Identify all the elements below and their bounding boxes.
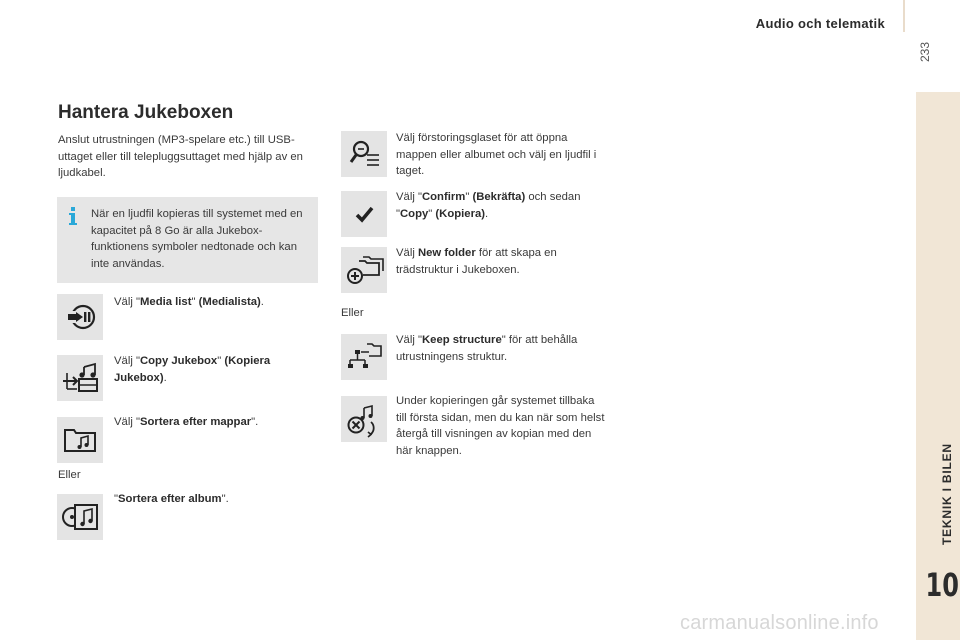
album-music-icon — [57, 494, 103, 540]
info-note-text: När en ljudfil kopieras till systemet med en kapacitet på 8 Go är alla Jukebox-funktionens symboler nedtonade och kan inte användas. — [91, 208, 303, 270]
copy-jukebox-icon — [57, 355, 103, 401]
intro-paragraph: Anslut utrustningen (MP3-spelare etc.) till USB-uttaget eller till telepluggsuttaget med hjälp av en ljudkabel. — [58, 134, 303, 179]
chapter-number: 10 — [925, 566, 959, 604]
step-keep-structure: Välj "Keep structure" för att behålla utrustningens struktur. — [396, 334, 578, 363]
chapter-side-tab — [916, 92, 960, 640]
step-cancel-copy: Under kopieringen går systemet tillbaka till första sidan, men du kan när som helst återgå till visningen av kopian med den här knappen. — [396, 395, 605, 457]
page-number: 233 — [918, 41, 932, 62]
header-divider — [903, 0, 905, 32]
new-folder-icon — [341, 247, 387, 293]
or-label-right: Eller — [341, 307, 364, 319]
folder-tree-icon — [341, 334, 387, 380]
info-icon — [66, 205, 82, 227]
watermark: carmanualsonline.info — [680, 612, 879, 634]
step-sort-folders: Välj "Sortera efter mappar". — [114, 416, 259, 428]
step-copy-jukebox: Välj "Copy Jukebox" (Kopiera Jukebox). — [114, 355, 271, 384]
page-title: Hantera Jukeboxen — [58, 102, 234, 123]
step-magnifier: Välj förstoringsglaset för att öppna mappen eller albumet och välj en ljudfil i taget. — [396, 132, 597, 177]
step-confirm: Välj "Confirm" (Bekräfta) och sedan "Copy" (Kopiera). — [396, 191, 581, 220]
step-media-list: Välj "Media list" (Medialista). — [114, 296, 264, 308]
cancel-copy-icon — [341, 396, 387, 442]
step-new-folder: Välj New folder för att skapa en trädstruktur i Jukeboxen. — [396, 247, 557, 276]
magnifier-icon — [341, 131, 387, 177]
folder-music-icon — [57, 417, 103, 463]
checkmark-icon — [341, 191, 387, 237]
section-header-title: Audio och telematik — [755, 16, 885, 31]
chapter-side-label: TEKNIK I BILEN — [940, 443, 954, 545]
step-sort-album: "Sortera efter album". — [114, 493, 229, 505]
media-list-icon — [57, 294, 103, 340]
or-label-left: Eller — [58, 469, 81, 481]
